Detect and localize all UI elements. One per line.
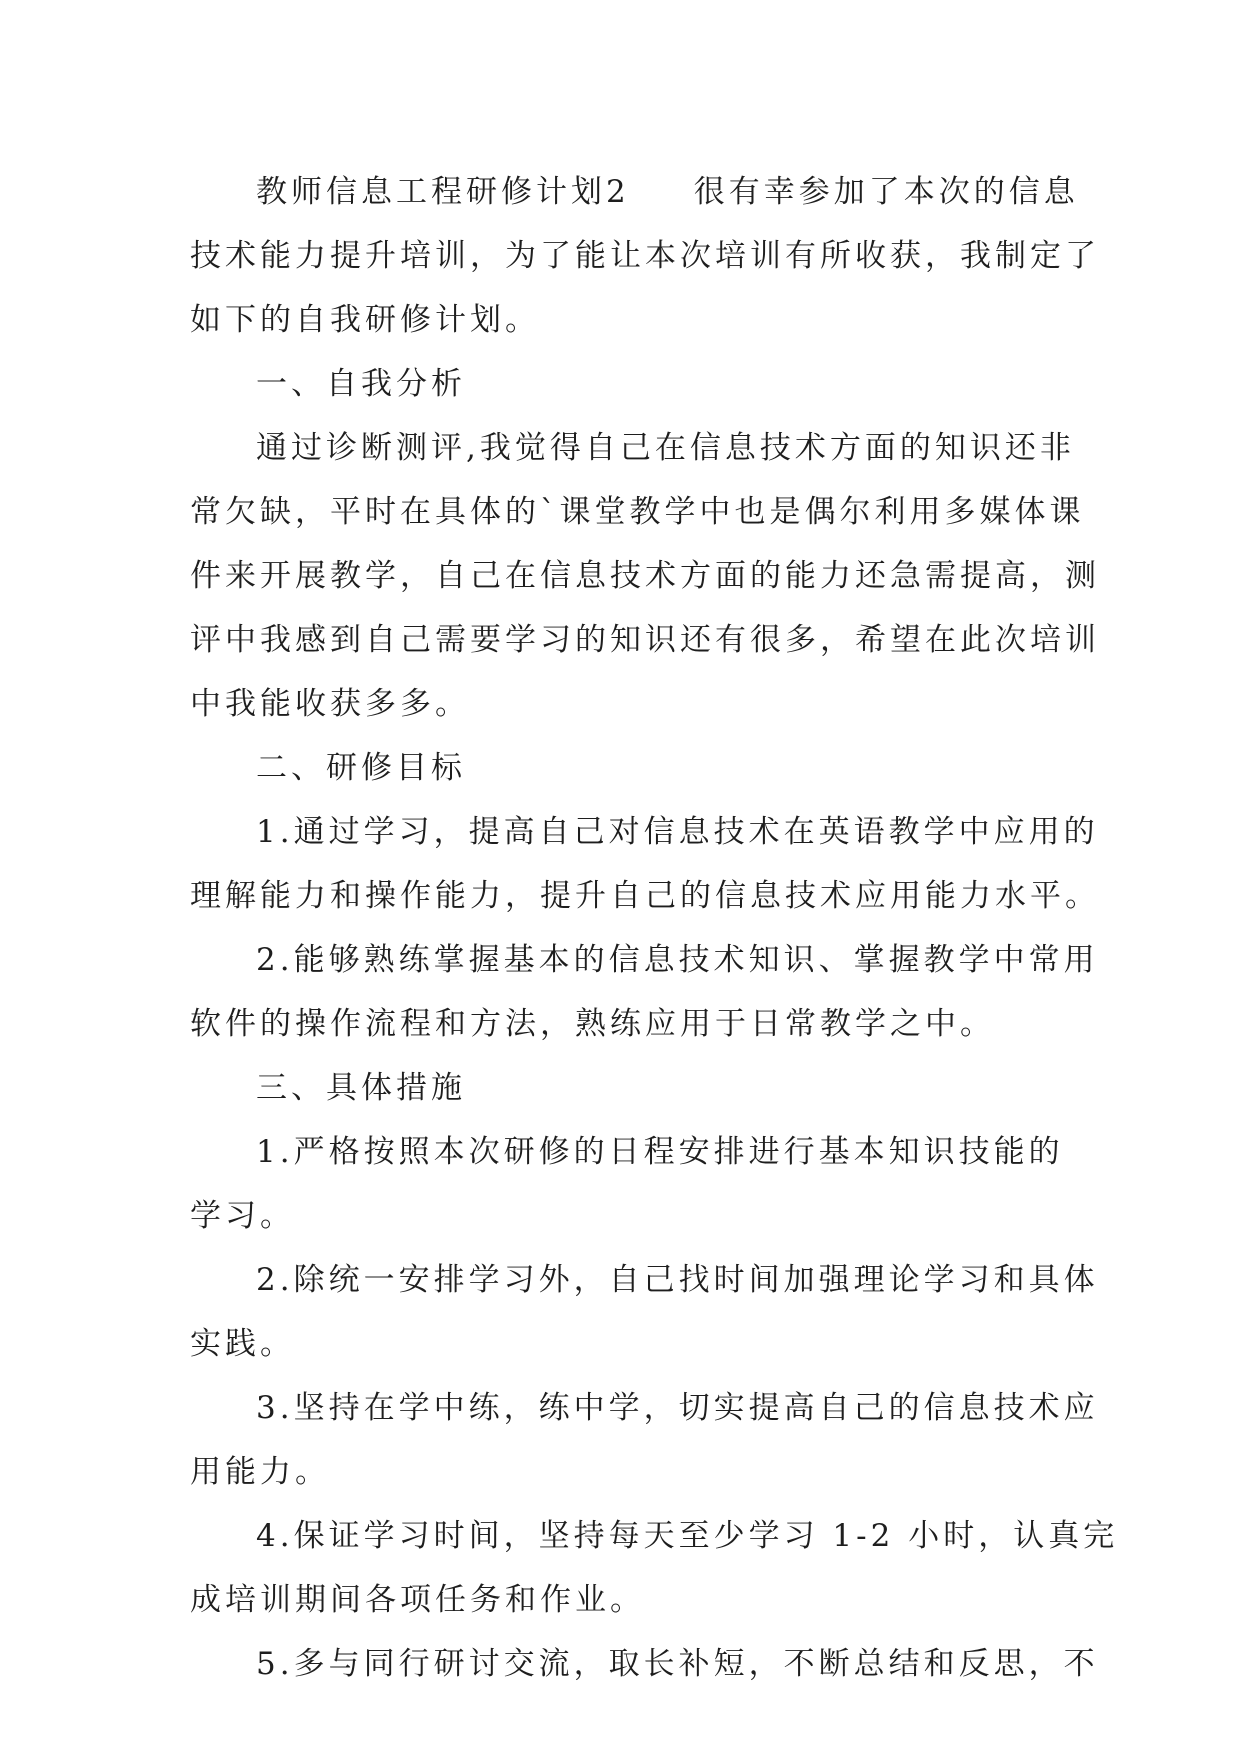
section-heading-analysis: 一、自我分析 (256, 366, 466, 402)
paragraph-line: 常欠缺，平时在具体的`课堂教学中也是偶尔利用多媒体课 (190, 494, 1085, 530)
list-item-line: 1.通过学习，提高自己对信息技术在英语教学中应用的 (256, 814, 1099, 850)
list-item-line: 3.坚持在学中练，练中学，切实提高自己的信息技术应 (256, 1390, 1099, 1426)
intro-line-3: 如下的自我研修计划。 (190, 302, 540, 338)
list-item-line: 4.保证学习时间，坚持每天至少学习 1-2 小时，认真完 (256, 1518, 1119, 1554)
list-item-line: 2.除统一安排学习外，自己找时间加强理论学习和具体 (256, 1262, 1099, 1298)
section-heading-measures: 三、具体措施 (256, 1070, 466, 1106)
paragraph-line: 件来开展教学，自己在信息技术方面的能力还急需提高，测 (190, 558, 1100, 594)
paragraph-line: 评中我感到自己需要学习的知识还有很多，希望在此次培训 (190, 622, 1100, 658)
intro-line-1 (190, 160, 1079, 224)
list-item-line: 实践。 (190, 1326, 295, 1362)
list-item-line: 2.能够熟练掌握基本的信息技术知识、掌握教学中常用 (256, 942, 1099, 978)
intro-line-2: 技术能力提升培训，为了能让本次培训有所收获，我制定了 (190, 238, 1100, 274)
paragraph-line: 通过诊断测评,我觉得自己在信息技术方面的知识还非 (256, 430, 1075, 466)
document-body (190, 160, 1119, 1696)
section-heading-goals: 二、研修目标 (256, 750, 466, 786)
list-item-line: 成培训期间各项任务和作业。 (190, 1582, 645, 1618)
document-title: 教师信息工程研修计划2 (256, 174, 630, 210)
list-item-line: 5.多与同行研讨交流，取长补短，不断总结和反思，不 (256, 1646, 1099, 1682)
intro-text: 很有幸参加了本次的信息 (693, 174, 1079, 210)
list-item-line: 用能力。 (190, 1454, 330, 1490)
list-item-line: 软件的操作流程和方法，熟练应用于日常教学之中。 (190, 1006, 995, 1042)
paragraph-line: 中我能收获多多。 (190, 686, 470, 722)
list-item-line: 学习。 (190, 1198, 295, 1234)
list-item-line: 理解能力和操作能力，提升自己的信息技术应用能力水平。 (190, 878, 1100, 914)
list-item-line: 1.严格按照本次研修的日程安排进行基本知识技能的 (256, 1134, 1064, 1170)
